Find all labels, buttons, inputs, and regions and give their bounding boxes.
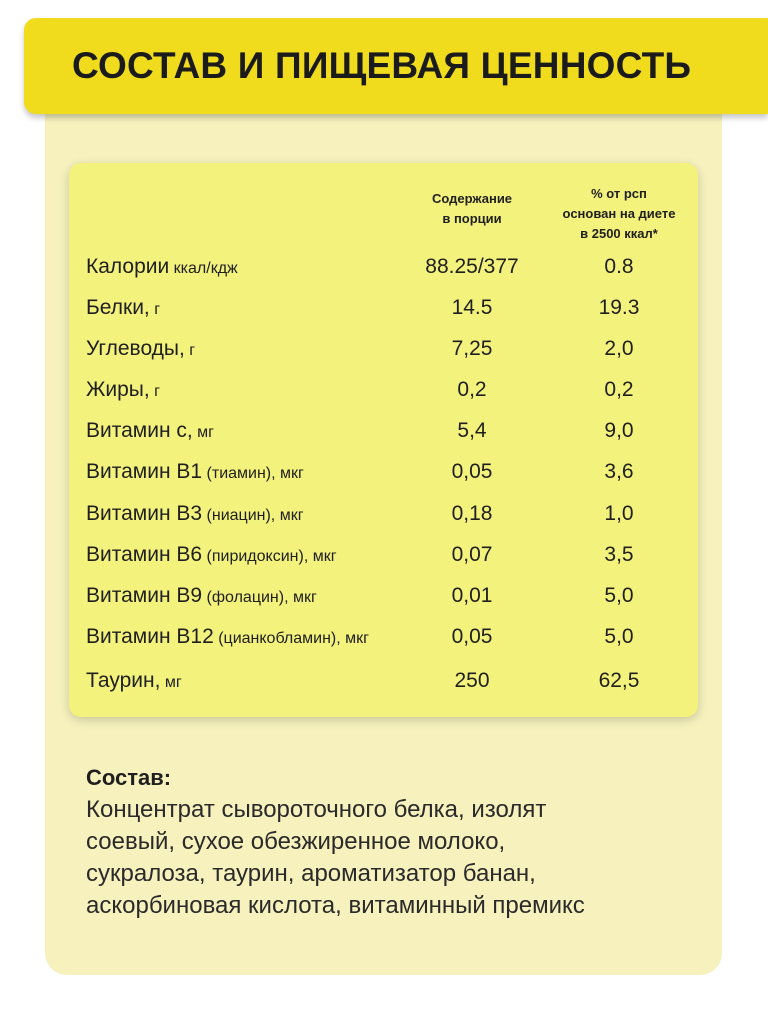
portion-value: 0,05 bbox=[451, 460, 493, 483]
nutrient-name: Жиры, г bbox=[86, 378, 161, 401]
nutrient-name: Витамин с, мг bbox=[86, 419, 215, 442]
nutrient-unit: (фолацин), мкг bbox=[202, 589, 317, 606]
nutrient-unit: ккал/кдж bbox=[169, 260, 238, 277]
daily-value: 0,2 bbox=[604, 378, 634, 401]
table-row bbox=[69, 247, 698, 287]
daily-value: 5,0 bbox=[604, 584, 634, 607]
portion-value: 250 bbox=[454, 669, 490, 692]
portion-value: 7,25 bbox=[451, 337, 493, 360]
nutrition-table bbox=[69, 163, 698, 717]
nutrient-unit: мг bbox=[160, 674, 182, 691]
nutrient-unit: (цианкобламин), мкг bbox=[213, 630, 369, 647]
column-header-line: в порции bbox=[442, 211, 502, 226]
daily-value: 3,6 bbox=[604, 460, 634, 483]
portion-value: 0,05 bbox=[451, 625, 493, 648]
daily-value: 0.8 bbox=[604, 255, 634, 278]
table-row bbox=[69, 535, 698, 575]
column-header-portion bbox=[407, 189, 537, 229]
nutrient-unit: (пиридоксин), мкг bbox=[202, 548, 337, 565]
daily-value: 2,0 bbox=[604, 337, 634, 360]
table-row bbox=[69, 329, 698, 369]
nutrient-name: Витамин B3 (ниацин), мкг bbox=[86, 502, 304, 525]
nutrient-name: Витамин B9 (фолацин), мкг bbox=[86, 584, 317, 607]
header-banner bbox=[24, 18, 768, 114]
nutrient-unit: г bbox=[149, 383, 161, 400]
nutrient-unit: (ниацин), мкг bbox=[202, 507, 304, 524]
table-row bbox=[69, 617, 698, 657]
daily-value: 5,0 bbox=[604, 625, 634, 648]
daily-value: 62,5 bbox=[598, 669, 640, 692]
nutrient-unit: г bbox=[149, 301, 161, 318]
composition-text-line: соевый, сухое обезжиренное молоко, bbox=[86, 828, 506, 855]
portion-value: 88.25/377 bbox=[425, 255, 519, 278]
composition-text-line: Концентрат сывороточного белка, изолят bbox=[86, 796, 547, 823]
nutrient-unit: (тиамин), мкг bbox=[202, 465, 304, 482]
column-header-line: в 2500 ккал* bbox=[580, 226, 658, 241]
nutrient-name: Витамин B1 (тиамин), мкг bbox=[86, 460, 304, 483]
daily-value: 1,0 bbox=[604, 502, 634, 525]
composition-text-line: аскорбиновая кислота, витаминный премикс bbox=[86, 892, 585, 919]
portion-value: 14.5 bbox=[451, 296, 493, 319]
nutrient-name: Витамин B12 (цианкобламин), мкг bbox=[86, 625, 369, 648]
portion-value: 0,2 bbox=[457, 378, 487, 401]
table-row bbox=[69, 576, 698, 616]
portion-value: 0,01 bbox=[451, 584, 493, 607]
nutrient-unit: г bbox=[184, 342, 196, 359]
portion-value: 5,4 bbox=[457, 419, 487, 442]
nutrient-name: Витамин B6 (пиридоксин), мкг bbox=[86, 543, 337, 566]
table-row bbox=[69, 370, 698, 410]
nutrient-name: Таурин, мг bbox=[86, 669, 182, 692]
nutrient-name: Белки, г bbox=[86, 296, 161, 319]
portion-value: 0,18 bbox=[451, 502, 493, 525]
column-header-line: % от рсп bbox=[591, 186, 647, 201]
daily-value: 9,0 bbox=[604, 419, 634, 442]
column-header-line: основан на диете bbox=[562, 206, 676, 221]
column-header-daily-value bbox=[534, 184, 704, 244]
daily-value: 19.3 bbox=[598, 296, 640, 319]
composition-section bbox=[86, 762, 706, 922]
table-row bbox=[69, 494, 698, 534]
daily-value: 3,5 bbox=[604, 543, 634, 566]
composition-title: Состав: bbox=[86, 765, 172, 790]
nutrient-name: Калории ккал/кдж bbox=[86, 255, 238, 278]
table-row bbox=[69, 661, 698, 701]
composition-text-line: сукралоза, таурин, ароматизатор банан, bbox=[86, 860, 536, 887]
portion-value: 0,07 bbox=[451, 543, 493, 566]
table-row bbox=[69, 411, 698, 451]
page-title: СОСТАВ И ПИЩЕВАЯ ЦЕННОСТЬ bbox=[72, 45, 692, 86]
column-header-line: Содержание bbox=[431, 191, 513, 206]
nutrient-unit: мг bbox=[192, 424, 215, 441]
nutrient-name: Углеводы, г bbox=[86, 337, 196, 360]
table-row bbox=[69, 288, 698, 328]
table-row bbox=[69, 452, 698, 492]
